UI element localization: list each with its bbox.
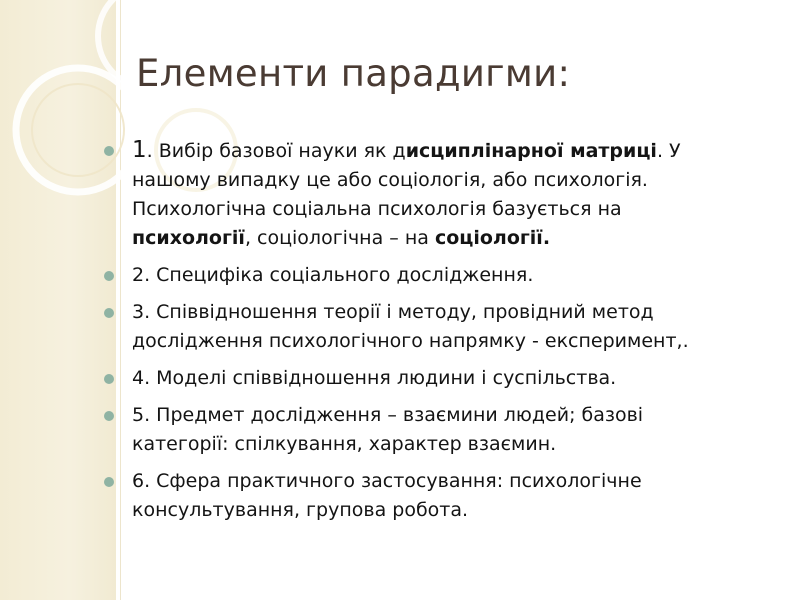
item-text: , соціологічна – на: [244, 227, 435, 249]
item-bold-text: соціології.: [434, 227, 551, 249]
list-item: [104, 261, 744, 290]
item-text: 2. Специфіка соціального дослідження.: [132, 264, 534, 286]
bullet-icon: [104, 308, 114, 318]
item-text: . У нашому випадку це або соціологія, або психологія. Психологічна соціальна психологія базується на: [132, 140, 681, 220]
item-bold-text: исциплінарної матриці: [405, 140, 657, 162]
item-text: 5. Предмет дослідження – взаємини людей; базові категорії: спілкування, характер взаємин.: [132, 404, 644, 455]
item-bold-text: психології: [132, 227, 245, 249]
list-item: [104, 298, 744, 356]
item-text: 3. Співвідношення теорії і методу, провідний метод дослідження психологічного напрямку - експеримент,.: [132, 301, 689, 352]
bullet-icon: [104, 146, 114, 156]
slide-title: Елементи парадигми:: [136, 52, 571, 95]
item-number: 1: [132, 137, 147, 163]
list-item: [104, 364, 744, 393]
list-item: [104, 401, 744, 459]
item-text: . Вибір базової науки як д: [146, 140, 406, 162]
bullet-icon: [104, 411, 114, 421]
list-item: [104, 136, 744, 253]
bullet-icon: [104, 271, 114, 281]
bullet-list: [104, 136, 744, 533]
bullet-icon: [104, 374, 114, 384]
bullet-icon: [104, 477, 114, 487]
list-item: [104, 467, 744, 525]
item-text: 6. Сфера практичного застосування: психологічне консультування, групова робота.: [132, 470, 642, 521]
item-text: 4. Моделі співвідношення людини і суспільства.: [132, 367, 617, 389]
